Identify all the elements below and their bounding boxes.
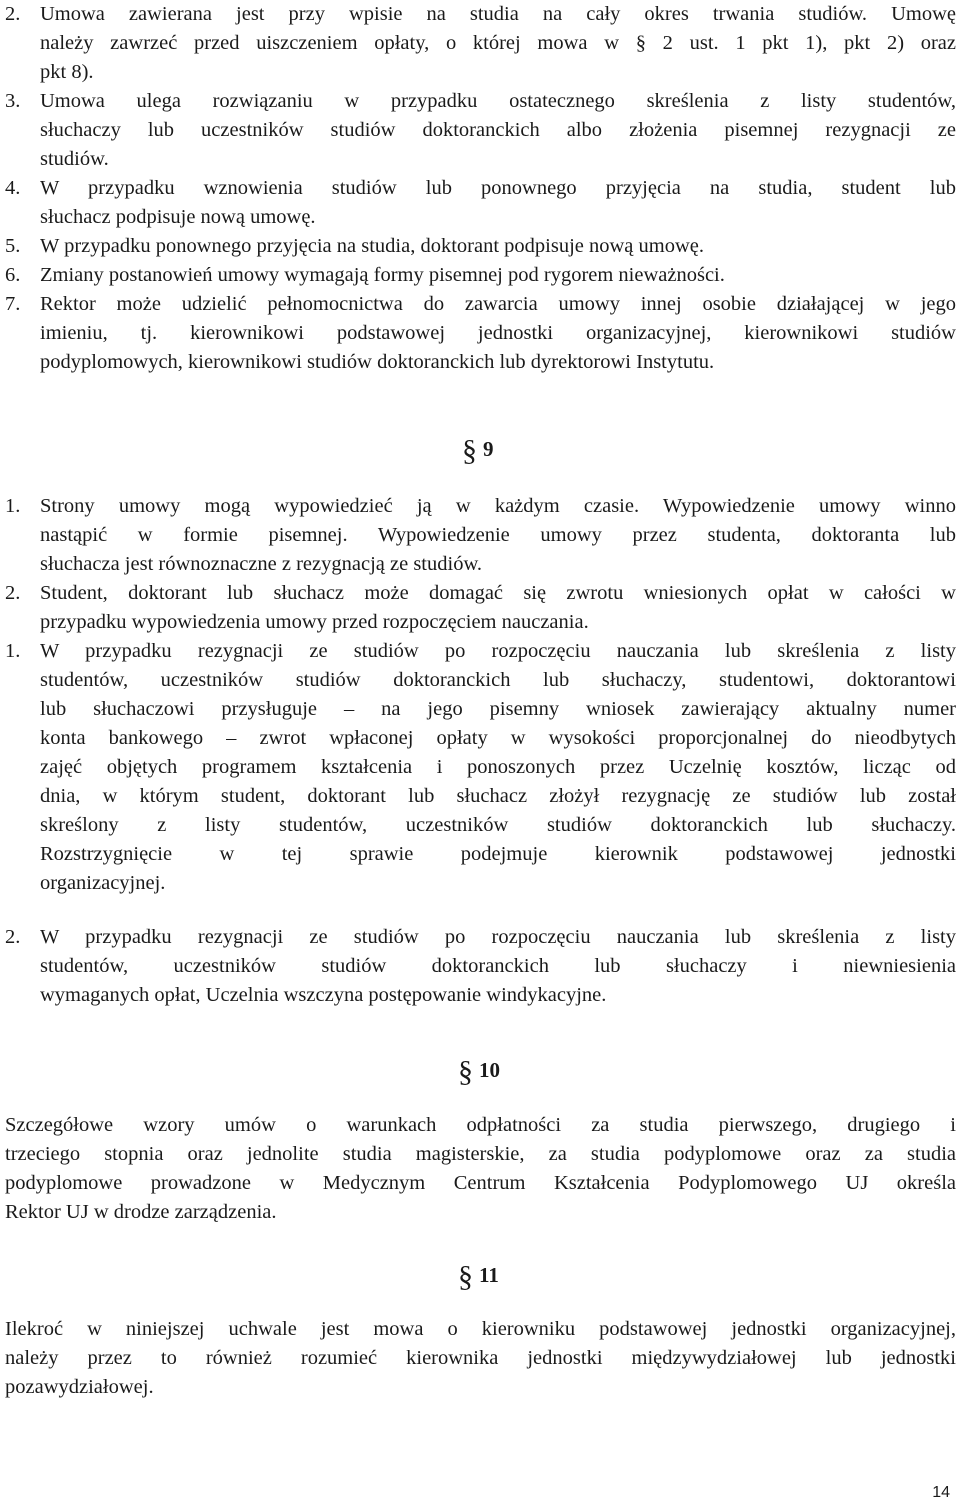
list-item [0,492,956,579]
text-line: trzeciego stopnia oraz jednolite studia magisterskie, za studia podyplomowe oraz za studia [5,1143,956,1165]
text-line: Umowa ulega rozwiązaniu w przypadku ostatecznego skreślenia z listy studentów, [40,90,956,112]
text-line: imieniu, tj. kierownikowi podstawowej jednostki organizacyjnej, kierownikowi studiów [40,322,956,344]
section-symbol: § [462,434,477,467]
list-item [0,232,956,261]
list-item [0,290,956,377]
list-item [0,637,956,898]
text-line: słuchacz podpisuje nową umowę. [40,206,316,228]
list-item-number: 2. [5,3,21,25]
page-number: 14 [932,1484,950,1501]
text-line: Strony umowy mogą wypowiedzieć ją w każdym czasie. Wypowiedzenie umowy winno [40,495,956,517]
text-line: W przypadku rezygnacji ze studiów po rozpoczęciu nauczania lub skreślenia z listy [40,640,956,662]
list-item-number: 1. [5,640,21,662]
text-line: konta bankowego – zwrot wpłaconej opłaty w wysokości proporcjonalnej do nieodbytych [40,727,956,749]
text-line: przypadku wypowiedzenia umowy przed rozpoczęciem nauczania. [40,611,589,633]
text-line: Student, doktorant lub słuchacz może domagać się zwrotu wniesionych opłat w całości w [40,582,956,604]
list-item-number: 6. [5,264,21,286]
list-item [0,923,956,1010]
section-number: 10 [479,1058,500,1082]
text-line: należy przez to również rozumieć kierownika jednostki międzywydziałowej lub jednostki [5,1347,956,1369]
text-line: słuchaczy lub uczestników studiów doktoranckich albo złożenia pisemnej rezygnacji ze [40,119,956,141]
numbered-list-section-9 [0,492,960,898]
numbered-list-section-9-continued [0,923,960,1010]
section-heading-11 [458,1258,499,1293]
section-heading-9 [462,432,494,467]
list-item-number: 5. [5,235,21,257]
list-item [0,0,956,87]
text-line: wymaganych opłat, Uczelnia wszczyna postępowanie windykacyjne. [40,984,607,1006]
section-10-paragraph [0,1111,960,1227]
text-line: studiów. [40,148,109,170]
text-line: skreślony z listy studentów, uczestników studiów doktoranckich lub słuchaczy. [40,814,956,836]
paragraph [0,1315,956,1402]
list-item-number: 1. [5,495,21,517]
text-line: należy zawrzeć przed uiszczeniem opłaty, o której mowa w § 2 ust. 1 pkt 1), pkt 2) oraz [40,32,956,54]
text-line: Rektor UJ w drodze zarządzenia. [5,1201,277,1223]
text-line: podyplomowe prowadzone w Medycznym Centrum Kształcenia Podyplomowego UJ określa [5,1172,956,1194]
text-line: organizacyjnej. [40,872,166,894]
numbered-list-top [0,0,960,377]
text-line: pkt 8). [40,61,94,83]
text-line: nastąpić w formie pisemnej. Wypowiedzenie umowy przez studenta, doktoranta lub [40,524,956,546]
list-item [0,174,956,232]
text-line: studentów, uczestników studiów doktoranckich lub słuchaczy i niewniesienia [40,955,956,977]
text-line: W przypadku rezygnacji ze studiów po rozpoczęciu nauczania lub skreślenia z listy [40,926,956,948]
section-11-paragraph [0,1315,960,1402]
list-item [0,579,956,637]
text-line: podyplomowych, kierownikowi studiów doktoranckich lub dyrektorowi Instytutu. [40,351,715,373]
text-line: Szczegółowe wzory umów o warunkach odpłatności za studia pierwszego, drugiego i [5,1114,956,1136]
section-heading-10 [458,1053,500,1088]
text-line: Rozstrzygnięcie w tej sprawie podejmuje kierownik podstawowej jednostki [40,843,956,865]
paragraph [0,1111,956,1227]
list-item-number: 4. [5,177,21,199]
section-number: 9 [483,437,494,461]
text-line: Rektor może udzielić pełnomocnictwa do zawarcia umowy innej osobie działającej w jego [40,293,956,315]
text-line: W przypadku wznowienia studiów lub ponownego przyjęcia na studia, student lub [40,177,956,199]
list-item [0,87,956,174]
list-item-number: 2. [5,582,21,604]
list-item-number: 2. [5,926,21,948]
section-number: 11 [479,1263,499,1287]
text-line: słuchacza jest równoznaczne z rezygnacją ze studiów. [40,553,483,575]
list-item-number: 7. [5,293,21,315]
text-line: lub słuchaczowi przysługuje – na jego pisemny wniosek zawierający aktualny numer [40,698,956,720]
text-line: studentów, uczestników studiów doktoranckich lub słuchaczy, studentowi, doktorantowi [40,669,956,691]
text-line: W przypadku ponownego przyjęcia na studia, doktorant podpisuje nową umowę. [40,235,704,257]
text-line: Ilekroć w niniejszej uchwale jest mowa o kierowniku podstawowej jednostki organizacyjnej, [5,1318,956,1340]
section-symbol: § [458,1260,473,1293]
text-line: pozawydziałowej. [5,1376,154,1398]
text-line: dnia, w którym student, doktorant lub słuchacz złożył rezygnację ze studiów lub został [40,785,956,807]
text-line: Umowa zawierana jest przy wpisie na studia na cały okres trwania studiów. Umowę [40,3,956,25]
list-item [0,261,956,290]
text-line: Zmiany postanowień umowy wymagają formy pisemnej pod rygorem nieważności. [40,264,725,286]
section-symbol: § [458,1055,473,1088]
list-item-number: 3. [5,90,21,112]
text-line: zajęć objętych programem kształcenia i ponoszonych przez Uczelnię kosztów, licząc od [40,756,956,778]
